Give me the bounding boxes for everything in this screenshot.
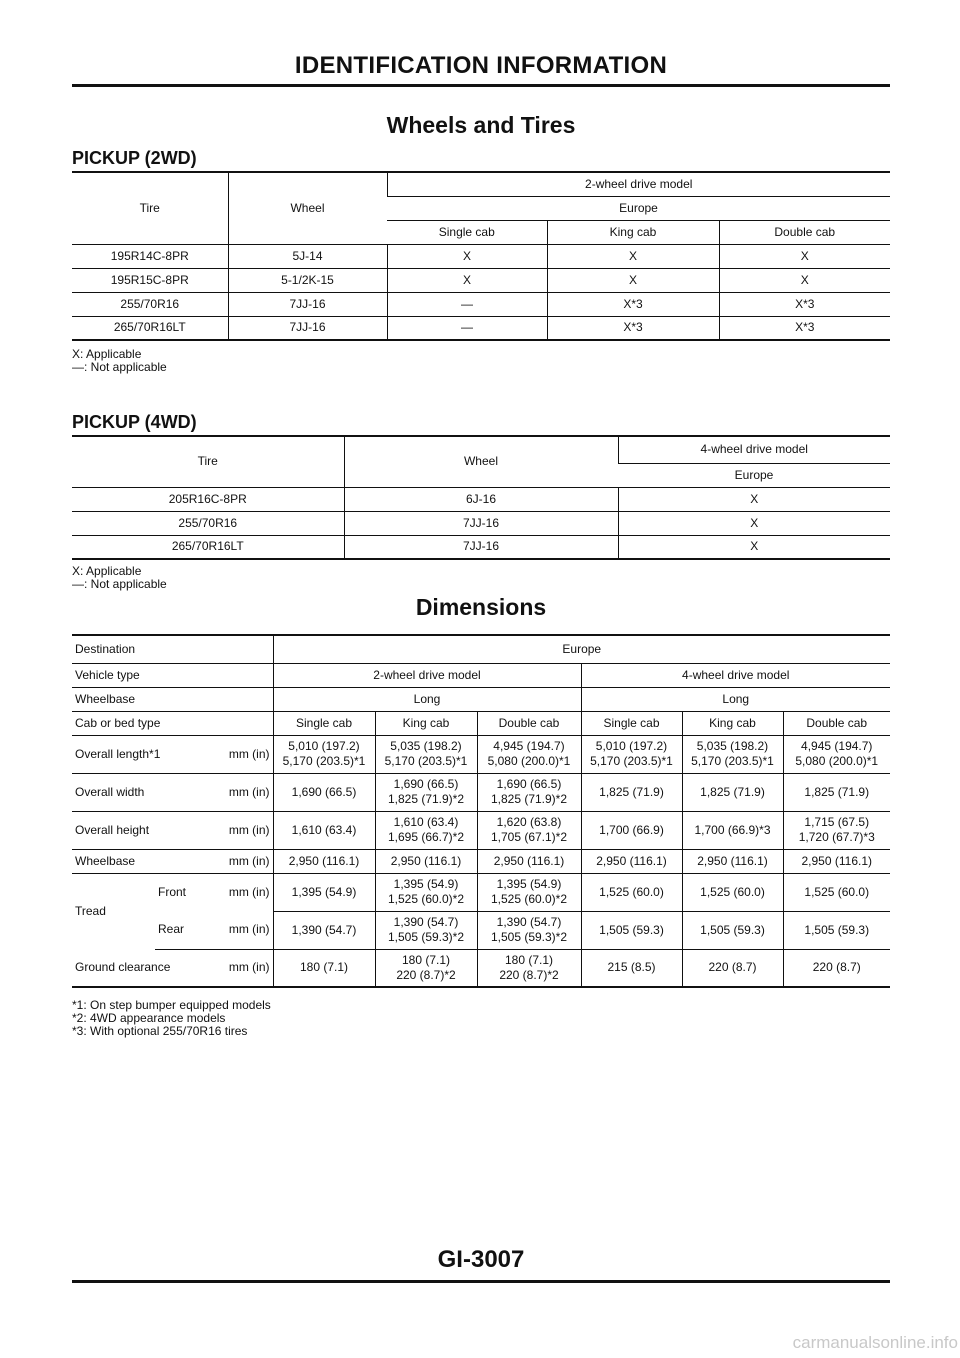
model-header: 4-wheel drive model	[618, 436, 890, 463]
cab-header: King cab	[547, 220, 719, 244]
row-label: Overall width	[75, 784, 145, 799]
cell: 1,505 (59.3)	[682, 911, 783, 949]
vehicle-type-2wd: 2-wheel drive model	[273, 663, 581, 687]
cell: X	[618, 535, 890, 559]
cell: 1,505 (59.3)	[581, 911, 682, 949]
cell: 5J-14	[228, 244, 387, 268]
cell: X	[618, 511, 890, 535]
tread-rear-label	[155, 911, 273, 949]
cell: 255/70R16	[72, 292, 228, 316]
note: *2: 4WD appearance models	[72, 1011, 226, 1025]
row-label: Ground clearance	[75, 960, 171, 975]
cell: 255/70R16	[72, 511, 344, 535]
vehicle-type-4wd: 4-wheel drive model	[581, 663, 890, 687]
cab-header: Double cab	[719, 220, 890, 244]
cell: 215 (8.5)	[581, 949, 682, 987]
cell: 2,950 (116.1)	[783, 849, 890, 873]
table-row	[72, 773, 890, 811]
footer-rule	[72, 1280, 890, 1283]
cell: X	[387, 268, 547, 292]
table-row	[72, 811, 890, 849]
pickup-2wd-title: PICKUP (2WD)	[72, 148, 197, 168]
cell: 5,035 (198.2) 5,170 (203.5)*1	[375, 735, 477, 773]
row-label: Wheelbase	[75, 853, 136, 868]
note: —: Not applicable	[72, 360, 167, 374]
overall-height-label	[72, 811, 273, 849]
table-row	[72, 949, 890, 987]
cell: 2,950 (116.1)	[581, 849, 682, 873]
cell: 2,950 (116.1)	[375, 849, 477, 873]
table-row	[72, 511, 890, 535]
ground-clearance-label	[72, 949, 273, 987]
cell: 265/70R16LT	[113, 320, 186, 335]
table-row	[72, 244, 890, 268]
cell: X*3	[719, 292, 890, 316]
table-row	[72, 316, 890, 340]
col-wheel: Wheel	[228, 172, 387, 244]
cell: 2,950 (116.1)	[682, 849, 783, 873]
cell: 180 (7.1) 220 (8.7)*2	[375, 949, 477, 987]
header-rule	[72, 84, 890, 87]
cell: 1,525 (60.0)	[783, 873, 890, 911]
cell: 5,010 (197.2) 5,170 (203.5)*1	[273, 735, 375, 773]
cab-header: Single cab	[273, 711, 375, 735]
col-tire: Tire	[72, 436, 344, 487]
dimensions-title: Dimensions	[415, 594, 547, 620]
table-row	[72, 292, 890, 316]
cell: 180 (7.1)	[273, 949, 375, 987]
wheelbase-type-2wd: Long	[273, 687, 581, 711]
col-tire: Tire	[72, 172, 228, 244]
table-row	[72, 487, 890, 511]
cell: X	[547, 268, 719, 292]
vehicle-type-label: Vehicle type	[72, 663, 273, 687]
cell: —	[387, 292, 547, 316]
cell: 1,825 (71.9)	[682, 773, 783, 811]
cell: 265/70R16LT	[171, 539, 244, 554]
cell: 195R14C-8PR	[72, 244, 228, 268]
destination-value: Europe	[273, 635, 890, 663]
cell: 1,395 (54.9) 1,525 (60.0)*2	[375, 873, 477, 911]
cell: 4,945 (194.7) 5,080 (200.0)*1	[783, 735, 890, 773]
table-row	[72, 268, 890, 292]
cell: 1,825 (71.9)	[783, 773, 890, 811]
table-row	[72, 911, 890, 949]
cell: 220 (8.7)	[783, 949, 890, 987]
cab-header: Single cab	[387, 220, 547, 244]
cell: 1,525 (60.0)	[682, 873, 783, 911]
pickup-2wd-notes	[72, 348, 167, 374]
cell: 1,610 (63.4) 1,695 (66.7)*2	[375, 811, 477, 849]
cell: 5,035 (198.2) 5,170 (203.5)*1	[682, 735, 783, 773]
table-row	[72, 735, 890, 773]
overall-width-label	[72, 773, 273, 811]
page-number: GI-3007	[437, 1246, 525, 1273]
cell: 1,715 (67.5) 1,720 (67.7)*3	[783, 811, 890, 849]
unit-label: mm (in)	[228, 884, 270, 899]
unit-label: mm (in)	[228, 960, 270, 975]
row-label: Overall length*1	[75, 746, 161, 761]
cell: 1,390 (54.7) 1,505 (59.3)*2	[477, 911, 581, 949]
destination-label: Destination	[72, 635, 273, 663]
row-label: Front	[158, 884, 187, 899]
wheelbase-type-label: Wheelbase	[72, 687, 273, 711]
cell: 1,700 (66.9)*3	[682, 811, 783, 849]
tread-front-label	[155, 873, 273, 911]
pickup-4wd-title: PICKUP (4WD)	[72, 412, 197, 432]
cab-header: King cab	[375, 711, 477, 735]
cell: 1,690 (66.5) 1,825 (71.9)*2	[477, 773, 581, 811]
cab-header: Single cab	[581, 711, 682, 735]
cell: 1,700 (66.9)	[581, 811, 682, 849]
col-wheel: Wheel	[344, 436, 618, 487]
note: X: Applicable	[72, 347, 142, 361]
overall-length-label	[72, 735, 273, 773]
unit-label: mm (in)	[228, 922, 270, 937]
cell: X	[719, 268, 890, 292]
pickup-4wd-table	[72, 435, 890, 560]
note: —: Not applicable	[72, 577, 167, 591]
wheelbase-type-4wd: Long	[581, 687, 890, 711]
cell: 195R15C-8PR	[72, 268, 228, 292]
cell: 5,010 (197.2) 5,170 (203.5)*1	[581, 735, 682, 773]
cell: X*3	[547, 292, 719, 316]
unit-label: mm (in)	[228, 746, 270, 761]
wheels-section-title: Wheels and Tires	[386, 112, 576, 138]
model-header: 2-wheel drive model	[387, 172, 890, 196]
cell: 1,505 (59.3)	[783, 911, 890, 949]
region-header: Europe	[387, 196, 890, 220]
cell: 1,620 (63.8) 1,705 (67.1)*2	[477, 811, 581, 849]
note: *3: With optional 255/70R16 tires	[72, 1024, 248, 1038]
cell: X	[719, 244, 890, 268]
cell: 1,390 (54.7) 1,505 (59.3)*2	[375, 911, 477, 949]
cab-header: Double cab	[783, 711, 890, 735]
row-label: Rear	[158, 922, 185, 937]
table-row	[72, 849, 890, 873]
page-header: IDENTIFICATION INFORMATION	[294, 52, 668, 79]
cell: X	[547, 244, 719, 268]
cell: X	[618, 487, 890, 511]
cell: 220 (8.7)	[682, 949, 783, 987]
table-row	[72, 873, 890, 911]
note: *1: On step bumper equipped models	[72, 998, 271, 1012]
region-header: Europe	[618, 463, 890, 487]
cell: 2,950 (116.1)	[273, 849, 375, 873]
cell: 7JJ-16	[344, 511, 618, 535]
cell: 205R16C-8PR	[72, 487, 344, 511]
unit-label: mm (in)	[228, 853, 270, 868]
cell: 6J-16	[344, 487, 618, 511]
cab-type-label: Cab or bed type	[72, 711, 273, 735]
cell: 1,825 (71.9)	[581, 773, 682, 811]
cell: 7JJ-16	[228, 316, 387, 340]
cell: 180 (7.1) 220 (8.7)*2	[477, 949, 581, 987]
cab-header: Double cab	[477, 711, 581, 735]
cell: X	[387, 244, 547, 268]
cell: —	[387, 316, 547, 340]
cab-header: King cab	[682, 711, 783, 735]
dimensions-table	[72, 634, 890, 988]
unit-label: mm (in)	[228, 784, 270, 799]
unit-label: mm (in)	[228, 822, 270, 837]
pickup-4wd-notes	[72, 565, 167, 591]
cell: 2,950 (116.1)	[477, 849, 581, 873]
cell: 1,395 (54.9)	[273, 873, 375, 911]
cell: X*3	[547, 316, 719, 340]
cell: 7JJ-16	[344, 535, 618, 559]
cell: 1,610 (63.4)	[273, 811, 375, 849]
cell: 1,525 (60.0)	[581, 873, 682, 911]
watermark: carmanualsonline.info	[792, 1333, 958, 1352]
cell: 4,945 (194.7) 5,080 (200.0)*1	[477, 735, 581, 773]
cell: 1,690 (66.5) 1,825 (71.9)*2	[375, 773, 477, 811]
cell: 7JJ-16	[228, 292, 387, 316]
note: X: Applicable	[72, 564, 142, 578]
cell: X*3	[719, 316, 890, 340]
dimensions-notes	[72, 999, 271, 1038]
cell: 1,395 (54.9) 1,525 (60.0)*2	[477, 873, 581, 911]
wheelbase-mm-label	[72, 849, 273, 873]
pickup-2wd-table	[72, 171, 890, 341]
tread-label: Tread	[75, 903, 106, 918]
cell: 5-1/2K-15	[228, 268, 387, 292]
cell: 1,690 (66.5)	[273, 773, 375, 811]
row-label: Overall height	[75, 822, 150, 837]
table-row	[72, 535, 890, 559]
cell: 1,390 (54.7)	[273, 911, 375, 949]
